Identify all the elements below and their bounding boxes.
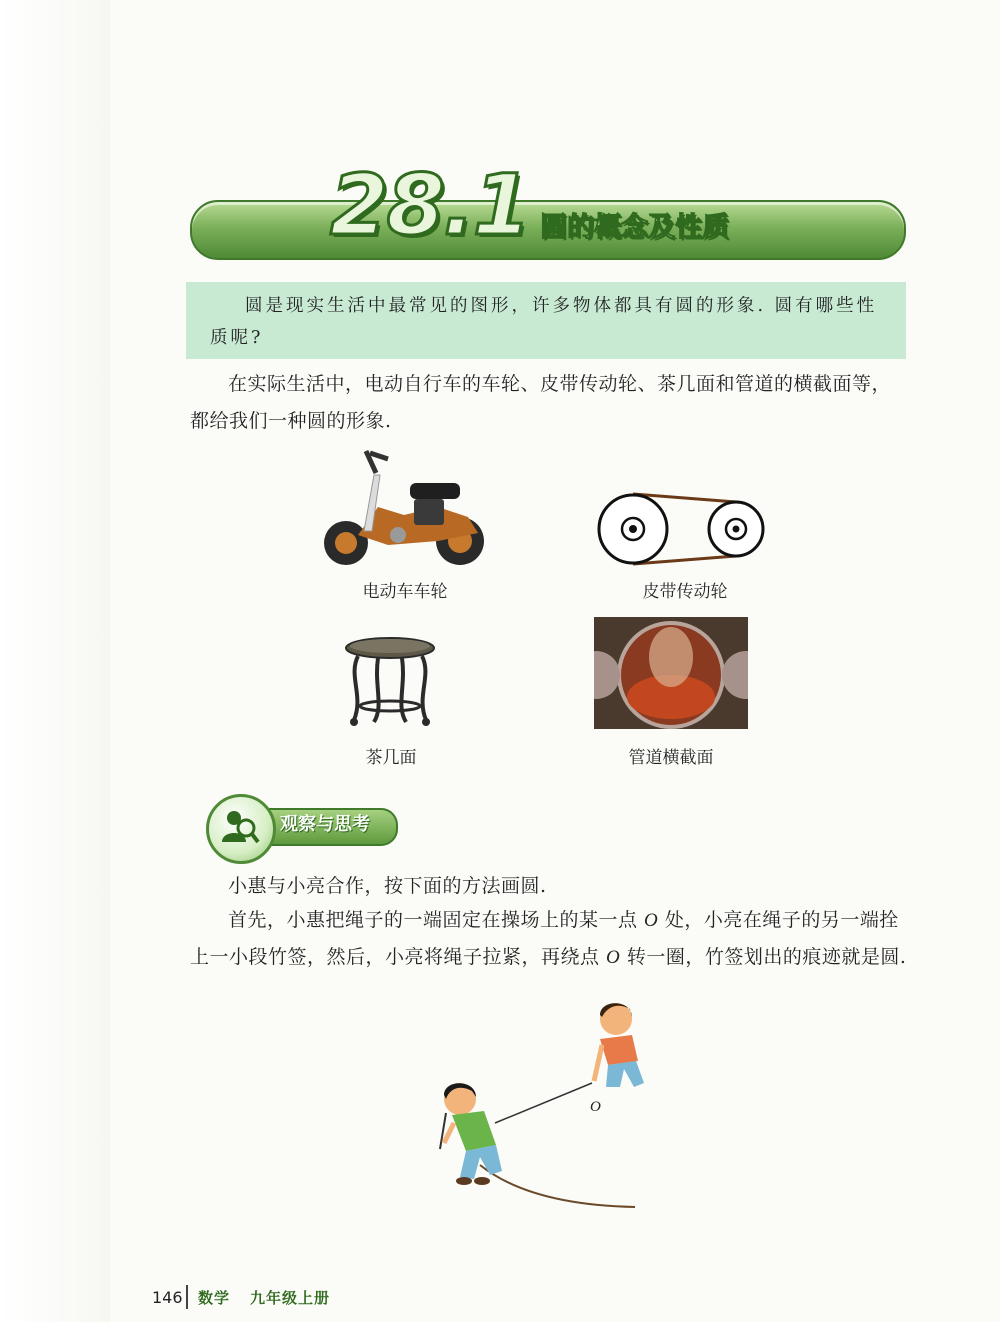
figure-caption: 管道横截面 (628, 748, 714, 768)
figure-caption: 皮带传动轮 (642, 582, 728, 602)
figure-caption: 电动车车轮 (362, 582, 448, 602)
tea-table-image (344, 636, 436, 730)
observe-paragraph: 小惠与小亮合作，按下面的方法画圆. (228, 875, 547, 897)
page-margin (0, 0, 110, 1322)
belt-pulley-diagram (596, 490, 772, 568)
body-paragraph: 在实际生活中，电动自行车的车轮、皮带传动轮、茶几面和管道的横截面等，都给我们一种圆的形象. (190, 373, 892, 432)
footer-subject: 数学 (198, 1289, 231, 1307)
magnifier-person-icon (218, 806, 262, 850)
footer-divider (186, 1285, 188, 1309)
pipe-cross-section-image (594, 617, 748, 729)
point-o-label: O (590, 1099, 601, 1115)
page-number: 146 (152, 1288, 183, 1307)
observe-paragraph-detail: 首先，小惠把绳子的一端固定在操场上的某一点 O 处，小亮在绳子的另一端拴上一小段竹签，然后，小亮将绳子拉紧，再绕点 O 转一圈，竹签划出的痕迹就是圆. (190, 909, 907, 968)
section-title: 圆的概念及性质 (540, 212, 729, 243)
intro-text: 圆是现实生活中最常见的图形，许多物体都具有圆的形象. 圆有哪些性质呢? (210, 296, 878, 348)
children-drawing-circle-illustration (420, 995, 660, 1215)
electric-bike-image (318, 445, 490, 569)
chapter-number: 28.1 (330, 156, 530, 254)
observe-think-text: 观察与思考 (280, 814, 370, 835)
figure-caption: 茶几面 (365, 748, 417, 768)
footer-grade: 九年级上册 (250, 1289, 331, 1307)
